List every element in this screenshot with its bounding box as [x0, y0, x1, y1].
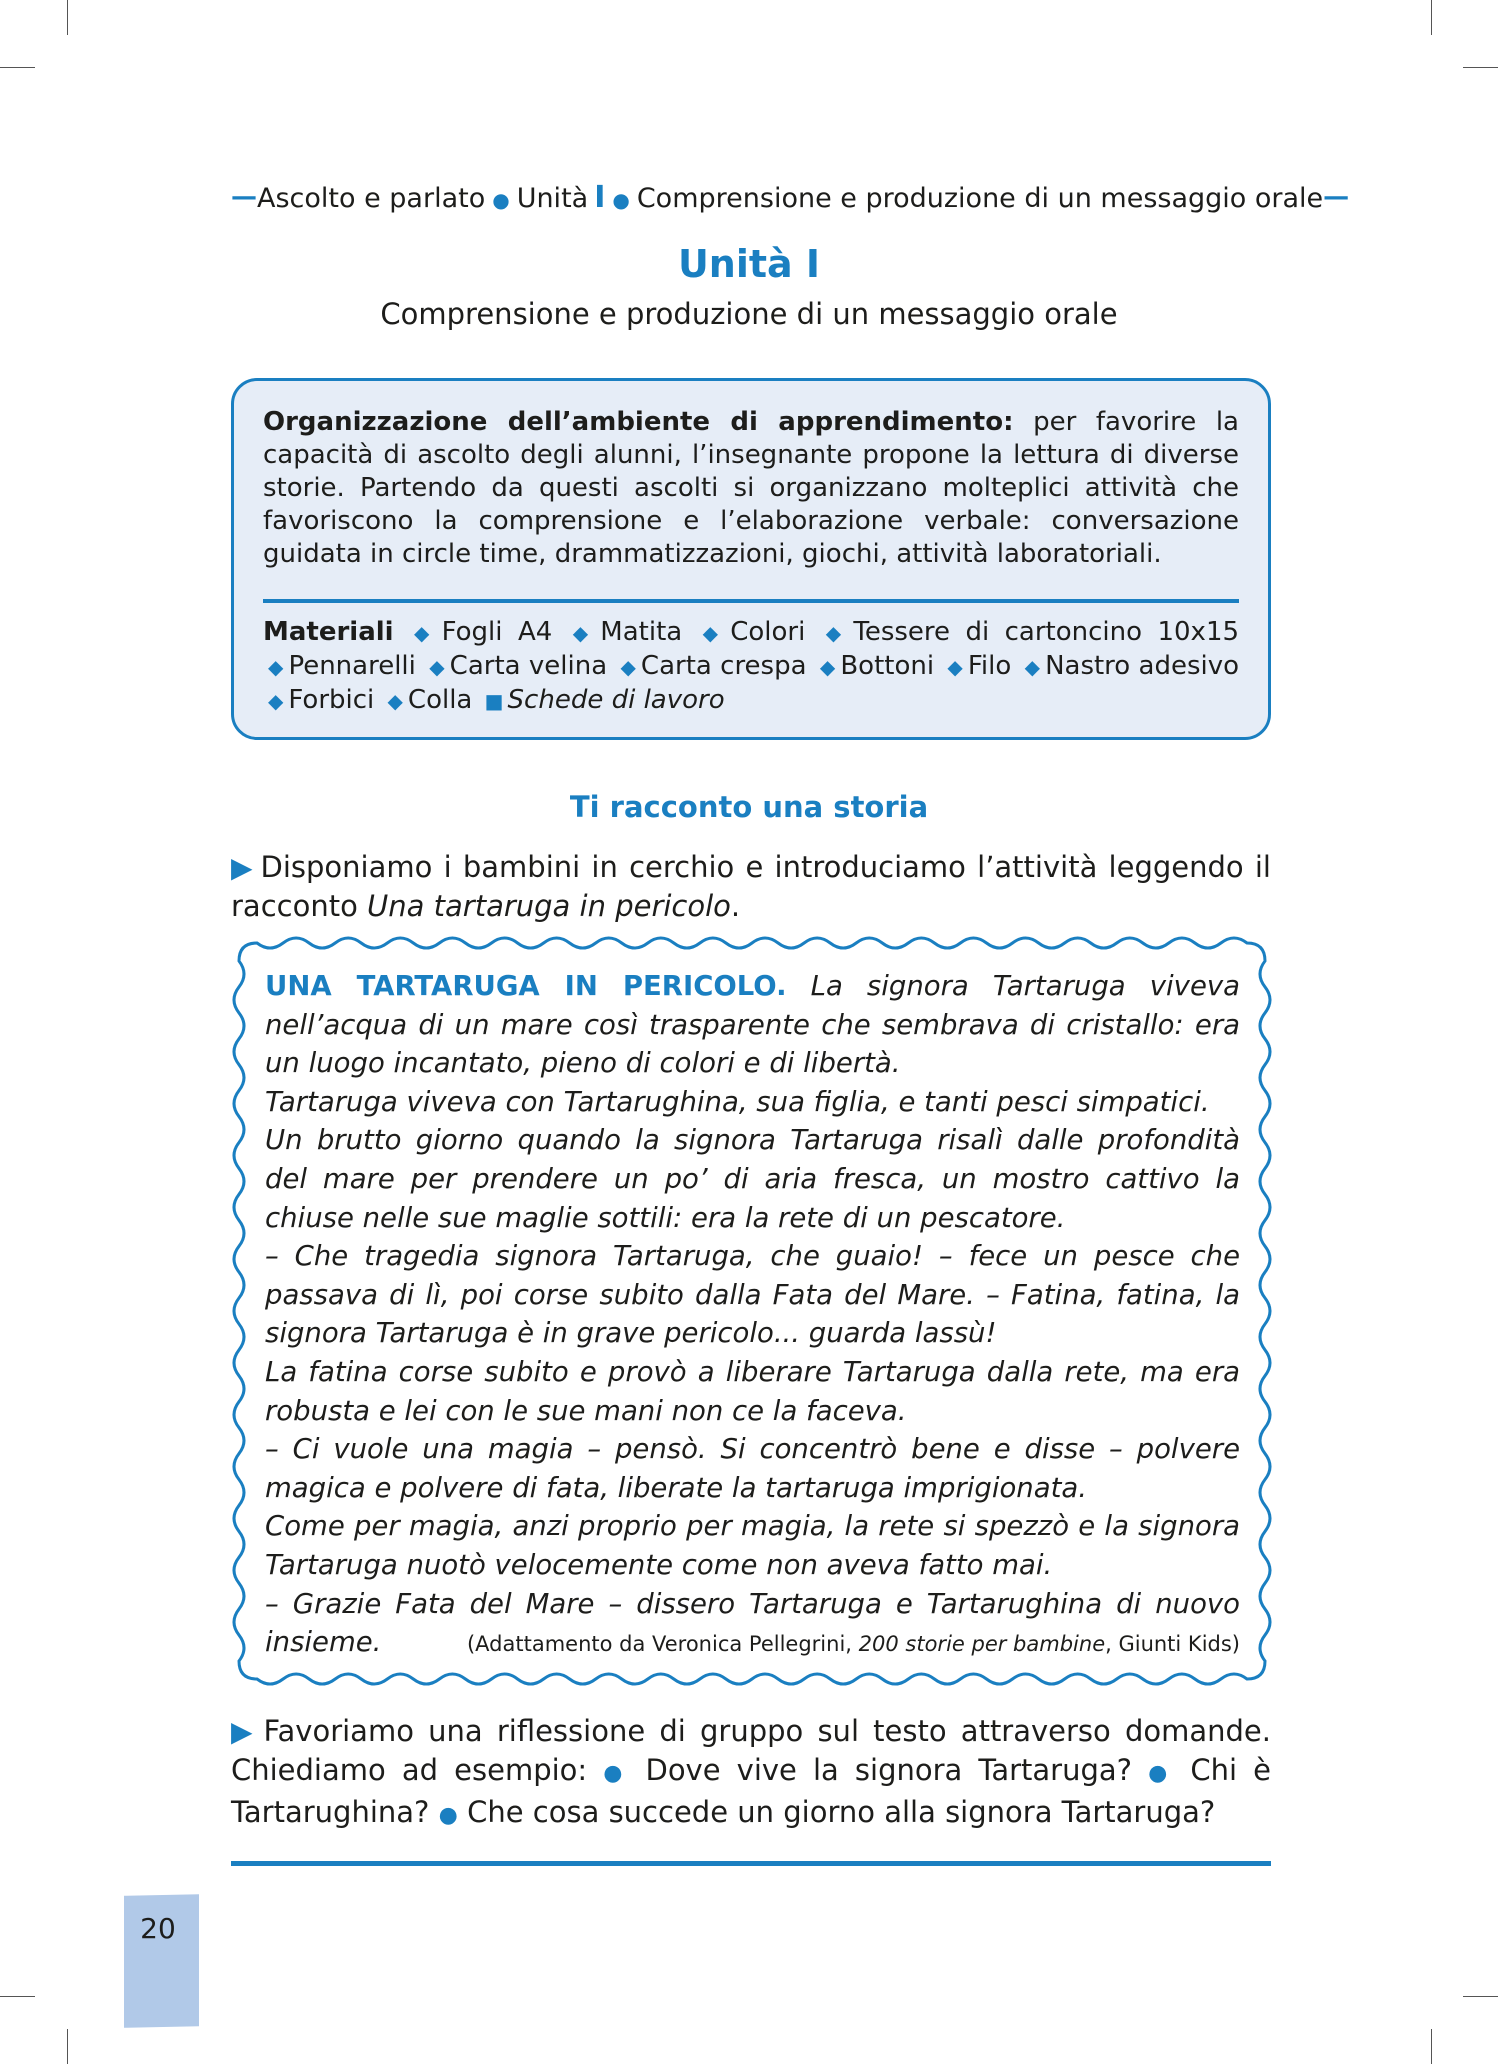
bottom-rule [231, 1861, 1271, 1866]
crop-mark [1431, 2029, 1432, 2064]
crop-mark [0, 67, 35, 68]
bullet-dot-icon: ● [603, 1761, 630, 1786]
diamond-bullet-icon: ◆ [702, 621, 726, 645]
crop-mark [67, 0, 68, 35]
material-item: Forbici [288, 685, 375, 715]
play-arrow-icon: ▶ [231, 851, 255, 884]
material-item: Colori [730, 617, 806, 647]
material-item: Fogli A4 [441, 617, 553, 647]
story-paragraph: – Ci vuole una magia – pensò. Si concentrò bene e disse – polvere magica e polvere di fata, liberate la tartaruga imprigionata. [265, 1433, 1240, 1504]
bullet-dot-icon: ● [1148, 1761, 1175, 1786]
discussion-paragraph [231, 1712, 1271, 1835]
story-paragraph: Tartaruga viveva con Tartarughina, sua figlia, e tanti pesci simpatici. [265, 1085, 1210, 1118]
story-paragraph: – Grazie Fata del Mare – dissero Tartaruga e Tartarughina di nuovo insieme. [265, 1587, 1240, 1659]
crop-mark [1463, 1996, 1498, 1997]
intro-text: Disponiamo i bambini in cerchio e introduciamo l’attività leggendo il racconto [231, 850, 1271, 923]
learning-environment-heading: Organizzazione dell’ambiente di apprendimento: [263, 407, 1014, 437]
crop-mark [0, 1996, 35, 1997]
diamond-bullet-icon: ◆ [414, 621, 437, 645]
square-bullet-icon: ■ [484, 689, 504, 713]
intro-end: . [730, 889, 741, 923]
intro-story-reference: Una tartaruga in pericolo [367, 889, 731, 923]
learning-environment-description: per favorire la capacità di ascolto degli alunni, l’insegnante propone la lettura di diverse storie. Partendo da questi ascolti si organizzano molteplici attività che favoriscono la comprensione e l’elaborazione verbale: conversazione guidata in circle time, drammatizzazioni, giochi, attività laboratoriali. [263, 407, 1239, 569]
diamond-bullet-icon: ◆ [947, 655, 963, 679]
diamond-bullet-icon: ◆ [1024, 655, 1041, 679]
running-header [231, 178, 1350, 216]
materials-list [263, 616, 1239, 718]
worksheets-label: Schede di lavoro [507, 685, 725, 715]
diamond-bullet-icon: ◆ [819, 655, 836, 679]
story-text [265, 967, 1240, 1662]
unit-title: Unità I [677, 242, 821, 286]
source-prefix: (Adattamento da Veronica Pellegrini, [466, 1632, 852, 1656]
story-source-citation [265, 1632, 1240, 1656]
diamond-bullet-icon: ◆ [387, 689, 403, 713]
story-paragraph: La fatina corse subito e provò a liberare Tartaruga dalla rete, ma era robusta e lei con le sue mani non ce la faceva. [265, 1355, 1240, 1427]
diamond-bullet-icon: ◆ [268, 655, 284, 679]
play-arrow-icon: ▶ [231, 1715, 258, 1748]
unit-subtitle: Comprensione e produzione di un messaggio orale [380, 297, 1118, 331]
learning-environment-text [263, 406, 1239, 571]
source-book-title: 200 storie per bambine [858, 1632, 1106, 1656]
material-item: Filo [967, 651, 1012, 681]
header-dash-left: — [231, 182, 257, 212]
material-item: Carta velina [449, 651, 608, 681]
intro-paragraph [231, 848, 1271, 925]
story-paragraph: – Che tragedia signora Tartaruga, che guaio! – fece un pesce che passava di lì, poi corse subito dalla Fata del Mare. – Fatina, fatina, la signora Tartaruga è in grave pericolo... guarda lassù! [265, 1240, 1240, 1350]
header-section: Ascolto e parlato [257, 182, 486, 214]
story-paragraph: Un brutto giorno quando la signora Tartaruga risalì dalle profondità del mare per prendere un po’ di aria fresca, un mostro cattivo la chiuse nelle sue maglie sottili: era la rete di un pescatore. [265, 1124, 1240, 1234]
bullet-dot-icon: ● [438, 1803, 458, 1828]
page-number: 20 [140, 1912, 176, 1945]
header-topic: Comprensione e produzione di un messaggio orale [636, 182, 1324, 214]
diamond-bullet-icon: ◆ [620, 655, 636, 679]
diamond-bullet-icon: ◆ [429, 655, 445, 679]
header-unit-label: Unità [516, 182, 589, 214]
material-item: Matita [600, 617, 683, 647]
material-item: Colla [407, 685, 473, 715]
crop-mark [67, 2029, 68, 2064]
header-unit-number: I [594, 179, 606, 215]
discussion-question: Chi è Tartarughina? [231, 1753, 1272, 1829]
discussion-question: Dove vive la signora Tartaruga? [645, 1753, 1133, 1787]
diamond-bullet-icon: ◆ [268, 689, 284, 713]
material-item: Tessere di cartoncino 10x15 [853, 617, 1240, 647]
materials-label: Materiali [263, 617, 394, 647]
diamond-bullet-icon: ◆ [825, 621, 849, 645]
material-item: Nastro adesivo [1045, 651, 1240, 681]
story-title: UNA TARTARUGA IN PERICOLO. [265, 970, 787, 1002]
crop-mark [1463, 67, 1498, 68]
diamond-bullet-icon: ◆ [572, 621, 596, 645]
discussion-text: Favoriamo una riflessione di gruppo sul testo attraverso domande. Chiediamo ad esempio: [231, 1714, 1271, 1787]
story-paragraph: La signora Tartaruga viveva nell’acqua di un mare così trasparente che sembrava di cristallo: era un luogo incantato, pieno di colori e di libertà. [265, 970, 1240, 1080]
discussion-question: Che cosa succede un giorno alla signora Tartaruga? [467, 1795, 1216, 1829]
section-title: Ti racconto una storia [569, 790, 929, 824]
header-text [257, 180, 1323, 215]
info-box-divider [263, 599, 1239, 603]
source-suffix: , Giunti Kids) [1105, 1632, 1240, 1656]
bullet-dot-icon: ● [612, 187, 630, 212]
bullet-dot-icon: ● [492, 187, 510, 212]
material-item: Carta crespa [640, 651, 807, 681]
story-paragraph: Come per magia, anzi proprio per magia, la rete si spezzò e la signora Tartaruga nuotò velocemente come non aveva fatto mai. [265, 1510, 1240, 1581]
crop-mark [1431, 0, 1432, 35]
header-dash-right: — [1323, 182, 1350, 212]
material-item: Bottoni [840, 651, 935, 681]
material-item: Pennarelli [288, 651, 416, 681]
